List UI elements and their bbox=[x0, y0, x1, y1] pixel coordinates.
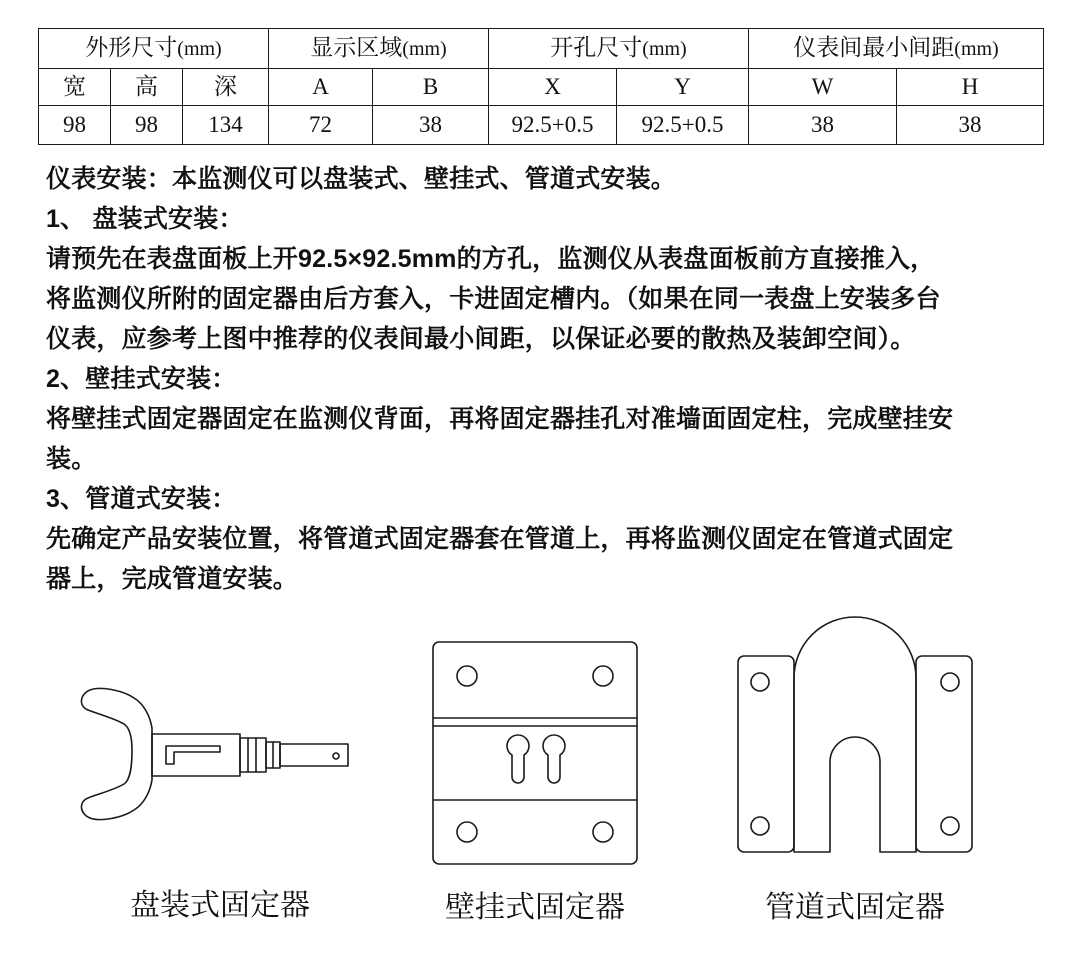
paragraph-line: 3、管道式安装： bbox=[46, 485, 237, 513]
cell-w: 38 bbox=[749, 106, 897, 145]
installation-instructions bbox=[46, 160, 1046, 600]
figure-row bbox=[0, 612, 1080, 957]
cell-width: 98 bbox=[39, 106, 111, 145]
paragraph-line: 器上，完成管道安装。 bbox=[46, 565, 299, 593]
col-header-depth: 深 bbox=[183, 69, 269, 106]
cell-a: 72 bbox=[269, 106, 373, 145]
group-header-dimensions: 外形尺寸(mm) bbox=[39, 29, 269, 69]
figure-pipe-fixture bbox=[690, 612, 1020, 926]
figure-panel-fixture bbox=[55, 672, 385, 924]
panel-fixture-drawing bbox=[70, 672, 370, 872]
paragraph-line: 1、 盘装式安装： bbox=[46, 205, 244, 233]
group-header-display-area: 显示区域(mm) bbox=[269, 29, 489, 69]
pipe-fixture-drawing bbox=[730, 612, 980, 874]
wall-fixture-drawing bbox=[425, 634, 645, 874]
paragraph-line: 先确定产品安装位置，将管道式固定器套在管道上，再将监测仪固定在管道式固定 bbox=[46, 525, 954, 553]
group-header-min-spacing: 仪表间最小间距(mm) bbox=[749, 29, 1044, 69]
paragraph-line: 请预先在表盘面板上开92.5×92.5mm的方孔，监测仪从表盘面板前方直接推入， bbox=[46, 245, 936, 273]
figure-caption: 盘装式固定器 bbox=[130, 889, 310, 922]
col-header-height: 高 bbox=[111, 69, 183, 106]
cell-b: 38 bbox=[373, 106, 489, 145]
paragraph-line: 装。 bbox=[46, 445, 97, 473]
cell-x: 92.5+0.5 bbox=[489, 106, 617, 145]
figure-caption: 壁挂式固定器 bbox=[445, 891, 625, 924]
col-header-a: A bbox=[269, 69, 373, 106]
spec-table bbox=[38, 28, 1044, 145]
spec-table-container bbox=[38, 28, 1043, 145]
cell-y: 92.5+0.5 bbox=[617, 106, 749, 145]
table-group-row bbox=[39, 29, 1044, 69]
col-header-width: 宽 bbox=[39, 69, 111, 106]
col-header-w: W bbox=[749, 69, 897, 106]
paragraph-line: 仪表，应参考上图中推荐的仪表间最小间距，以保证必要的散热及装卸空间）。 bbox=[46, 325, 916, 353]
paragraph-line: 将壁挂式固定器固定在监测仪背面，再将固定器挂孔对准墙面固定柱，完成壁挂安 bbox=[46, 405, 954, 433]
group-header-cutout: 开孔尺寸(mm) bbox=[489, 29, 749, 69]
paragraph-line: 将监测仪所附的固定器由后方套入，卡进固定槽内。（如果在同一表盘上安装多台 bbox=[46, 285, 941, 313]
col-header-b: B bbox=[373, 69, 489, 106]
col-header-y: Y bbox=[617, 69, 749, 106]
paragraph-line: 2、壁挂式安装： bbox=[46, 365, 237, 393]
table-row bbox=[39, 106, 1044, 145]
paragraph-line: 仪表安装：本监测仪可以盘装式、壁挂式、管道式安装。 bbox=[46, 165, 677, 193]
cell-h: 38 bbox=[897, 106, 1044, 145]
figure-caption: 管道式固定器 bbox=[765, 891, 945, 924]
col-header-x: X bbox=[489, 69, 617, 106]
cell-height: 98 bbox=[111, 106, 183, 145]
figure-wall-fixture bbox=[390, 634, 680, 926]
col-header-h: H bbox=[897, 69, 1044, 106]
cell-depth: 134 bbox=[183, 106, 269, 145]
table-header-row bbox=[39, 69, 1044, 106]
